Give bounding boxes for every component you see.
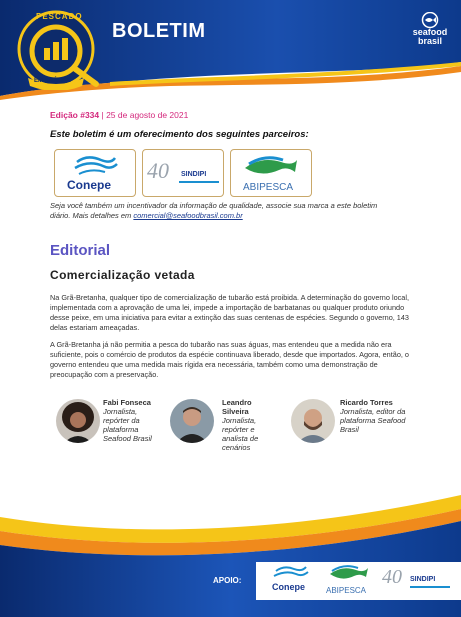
conepe-wave-icon	[268, 564, 316, 582]
edition-date: 25 de agosto de 2021	[106, 110, 189, 120]
footer-logo-abipesca[interactable]	[322, 562, 376, 598]
partner-logo-conepe[interactable]	[54, 149, 136, 197]
author-role: Jornalista, repórter e analista de cenários	[222, 416, 259, 452]
abipesca-fish-icon	[231, 152, 311, 182]
brand-line-1: seafood	[412, 27, 448, 37]
seafood-brasil-logo	[408, 12, 452, 52]
sindipi-stripe-icon	[179, 181, 219, 185]
apoio-label: APOIO:	[213, 576, 242, 585]
author-name: Ricardo Torres	[340, 398, 393, 407]
sindipi-label: SINDIPI	[410, 576, 436, 583]
author-name: Fabi Fonseca	[103, 398, 151, 407]
author-photo-leandro	[170, 399, 214, 443]
author-role: Jornalista, editor da plataforma Seafood Brasil	[340, 407, 406, 434]
page-title: BOLETIM	[112, 20, 206, 42]
author-name: Leandro Silveira	[222, 398, 252, 416]
partners-heading: Este boletim é um oferecimento dos seguintes parceiros:	[50, 129, 309, 140]
fish-icon	[420, 12, 440, 28]
abipesca-label: ABIPESCA	[326, 586, 367, 595]
brand-line-2: brasil	[417, 36, 442, 46]
author-ricardo	[340, 398, 410, 434]
author-photo-fabi	[56, 399, 100, 443]
edition-number: Edição #334	[50, 110, 100, 120]
conepe-label: Conepe	[67, 178, 112, 192]
sindipi-40-label: 40	[147, 158, 169, 183]
author-role: Jornalista, repórter da plataforma Seafood Brasil	[103, 407, 152, 443]
sindipi-label: SINDIPI	[181, 171, 207, 178]
sponsor-note	[50, 201, 380, 221]
article-paragraph-2: A Grã-Bretanha já não permitia a pesca do tubarão nas suas águas, mas entendeu que a medida não era suficiente, pois o comércio de produtos da espécie continuava liberado, desde que importados. Agora, então, o governo entendeu que uma medida mais rígida era necessária, também como uma demonstração de preocupação com a preservação.	[50, 340, 409, 379]
edition-line	[50, 110, 188, 120]
partner-logo-abipesca[interactable]	[230, 149, 312, 197]
footer-logo-conepe[interactable]	[268, 564, 316, 598]
badge-top-text: PESCADO	[36, 12, 83, 21]
section-title: Editorial	[50, 242, 111, 259]
conepe-label: Conepe	[272, 582, 306, 592]
article-title: Comercialização vetada	[50, 268, 195, 282]
author-fabi	[103, 398, 165, 443]
footer-logo-sindipi[interactable]	[382, 564, 454, 598]
article-paragraph-1: Na Grã-Bretanha, qualquer tipo de comercialização de tubarão está proibida. A determinação do governo local, implementada com a aprovação de uma lei, impede a importação de barbatanas ou qualquer produto oriundo desse peixe, em uma iniciativa para evitar a extinção das suas centenas de espécies. Segundo o governo, 143 delas estariam ameaçadas.	[50, 293, 409, 332]
conepe-wave-icon	[55, 152, 135, 180]
partner-logo-sindipi[interactable]	[142, 149, 224, 197]
abipesca-label: ABIPESCA	[243, 182, 294, 193]
abipesca-fish-icon	[322, 562, 376, 584]
sindipi-40-label: 40	[382, 566, 402, 588]
author-photo-ricardo	[291, 399, 335, 443]
edition-separator: |	[99, 110, 107, 120]
sponsor-note-text: Seja você também um incentivador da informação de qualidade, associe sua marca a este boletim diário. Mais detalhes em	[50, 201, 378, 220]
author-leandro	[222, 398, 280, 452]
sindipi-stripe-icon	[410, 586, 450, 589]
badge-bottom-text: EM ANÁLISE	[34, 78, 71, 84]
contact-email-link[interactable]: comercial@seafoodbrasil.com.br	[133, 211, 243, 220]
